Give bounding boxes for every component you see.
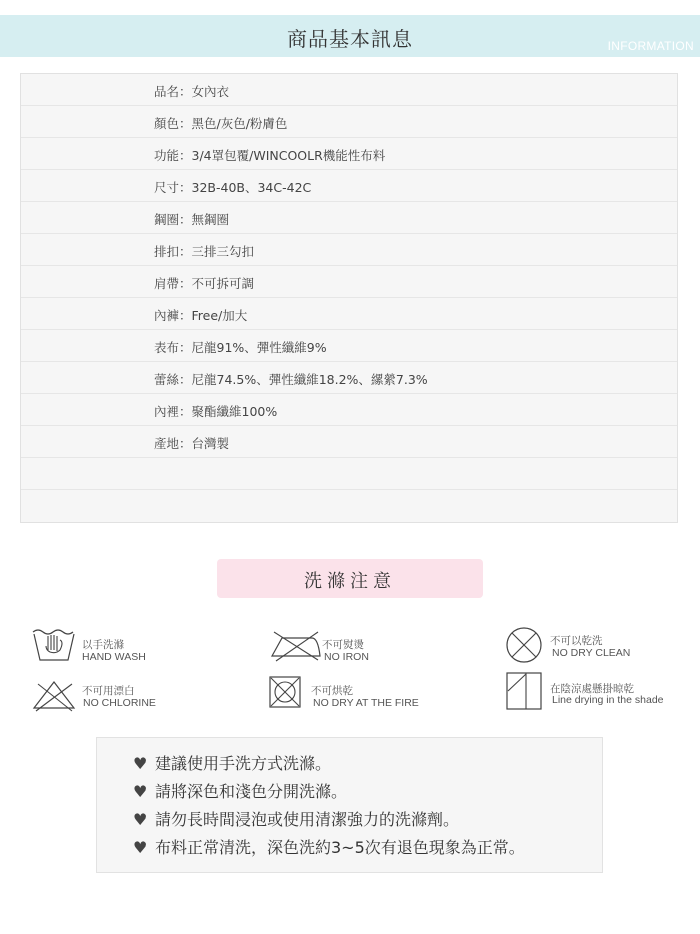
care-no-iron bbox=[268, 630, 468, 670]
spec-row bbox=[21, 138, 677, 170]
spec-row-empty bbox=[21, 458, 677, 490]
info-subtitle: INFORMATION bbox=[607, 39, 694, 53]
no-iron-en: NO IRON bbox=[324, 651, 369, 663]
spec-table bbox=[20, 73, 678, 523]
note-item bbox=[133, 751, 331, 774]
no-tumble-dry-zh: 不可烘乾 bbox=[311, 685, 353, 697]
spec-row-empty bbox=[21, 490, 677, 522]
hand-wash-icon bbox=[30, 624, 78, 662]
note-text: 建議使用手洗方式洗滌。 bbox=[155, 754, 332, 773]
spec-row bbox=[21, 330, 677, 362]
no-iron-zh: 不可熨燙 bbox=[322, 639, 364, 651]
no-chlorine-zh: 不可用漂白 bbox=[82, 685, 135, 697]
no-dry-clean-icon bbox=[505, 626, 543, 664]
spec-row bbox=[21, 202, 677, 234]
wash-title: 洗滌注意 bbox=[304, 571, 396, 592]
heart-icon: ♥ bbox=[133, 782, 148, 801]
spec-panties: 內褲：Free/加大 bbox=[154, 308, 248, 323]
hand-wash-zh: 以手洗滌 bbox=[82, 639, 124, 651]
spec-hooks: 排扣：三排三勾扣 bbox=[154, 244, 255, 259]
no-bleach-icon bbox=[30, 678, 78, 712]
no-dry-clean-zh: 不可以乾洗 bbox=[550, 635, 603, 647]
info-header bbox=[0, 15, 700, 57]
line-dry-shade-zh: 在陰涼處懸掛晾乾 bbox=[550, 683, 634, 695]
heart-icon: ♥ bbox=[133, 754, 148, 773]
care-no-tumble-dry bbox=[268, 675, 468, 715]
note-text: 布料正常清洗，深色洗約3~5次有退色現象為正常。 bbox=[155, 838, 525, 857]
spec-outer-fabric: 表布：尼龍91%、彈性纖維9% bbox=[154, 340, 327, 355]
note-item bbox=[133, 807, 459, 830]
spec-origin: 產地：台灣製 bbox=[154, 436, 230, 451]
note-item bbox=[133, 779, 347, 802]
spec-row bbox=[21, 362, 677, 394]
care-line-dry-shade bbox=[505, 671, 700, 711]
line-dry-shade-en: Line drying in the shade bbox=[552, 694, 664, 706]
spec-underwire: 鋼圈：無鋼圈 bbox=[154, 212, 230, 227]
heart-icon: ♥ bbox=[133, 810, 148, 829]
spec-row bbox=[21, 170, 677, 202]
spec-name: 品名：女內衣 bbox=[154, 84, 230, 99]
hand-wash-en: HAND WASH bbox=[82, 651, 146, 663]
no-tumble-dry-en: NO DRY AT THE FIRE bbox=[313, 697, 419, 709]
spec-row bbox=[21, 426, 677, 458]
washing-notes bbox=[96, 737, 603, 873]
care-no-dry-clean bbox=[505, 626, 695, 666]
spec-size: 尺寸：32B-40B、34C-42C bbox=[154, 180, 312, 195]
spec-lining: 內裡：聚酯纖維100% bbox=[154, 404, 278, 419]
note-item bbox=[133, 835, 525, 858]
spec-function: 功能：3/4罩包覆/WINCOOLR機能性布料 bbox=[154, 148, 386, 163]
spec-row bbox=[21, 106, 677, 138]
line-dry-shade-icon bbox=[505, 671, 543, 711]
care-no-chlorine bbox=[30, 678, 230, 718]
no-dry-clean-en: NO DRY CLEAN bbox=[552, 647, 631, 659]
spec-lace: 蕾絲：尼龍74.5%、彈性纖維18.2%、縲縈7.3% bbox=[154, 372, 428, 387]
spec-row bbox=[21, 74, 677, 106]
no-chlorine-en: NO CHLORINE bbox=[83, 697, 156, 709]
spec-row bbox=[21, 394, 677, 426]
wash-header bbox=[217, 559, 483, 598]
heart-icon: ♥ bbox=[133, 838, 148, 857]
spec-straps: 肩帶：不可拆可調 bbox=[154, 276, 255, 291]
care-hand-wash bbox=[30, 624, 230, 664]
spec-color: 顏色：黑色/灰色/粉膚色 bbox=[154, 116, 288, 131]
spec-row bbox=[21, 266, 677, 298]
info-title: 商品基本訊息 bbox=[287, 27, 413, 51]
note-text: 請勿長時間浸泡或使用清潔強力的洗滌劑。 bbox=[155, 810, 460, 829]
no-iron-icon bbox=[268, 630, 322, 662]
note-text: 請將深色和淺色分開洗滌。 bbox=[155, 782, 348, 801]
spec-row bbox=[21, 234, 677, 266]
spec-row bbox=[21, 298, 677, 330]
no-tumble-dry-icon bbox=[268, 675, 302, 709]
